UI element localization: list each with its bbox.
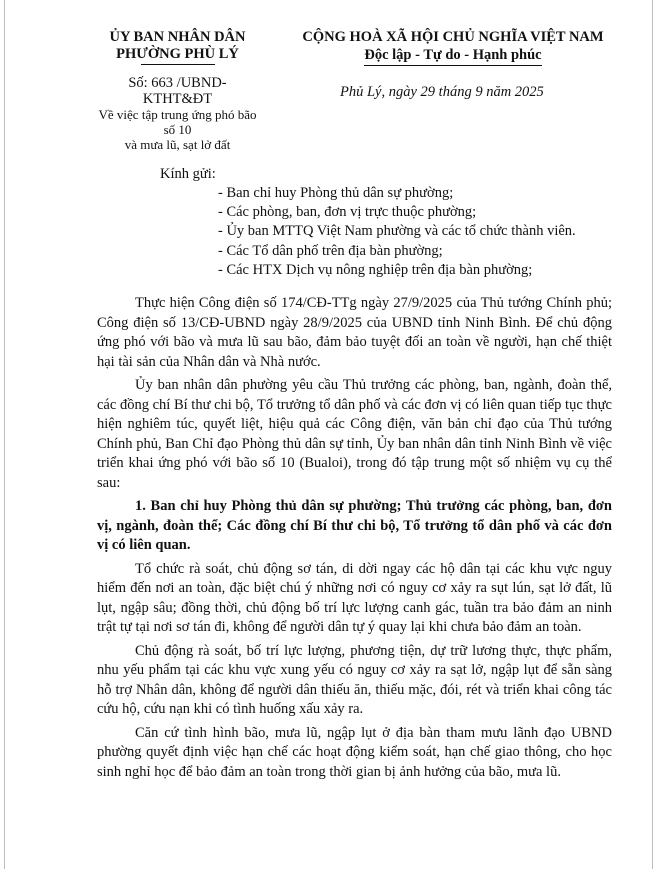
recipient-item: - Ban chỉ huy Phòng thủ dân sự phường; — [218, 185, 454, 201]
national-motto: Độc lập - Tự do - Hạnh phúc — [364, 47, 541, 66]
section-paragraph: Chủ động rà soát, bố trí lực lượng, phương tiện, dự trữ lương thực, thực phẩm, nhu yếu phẩm tại các khu vực xung yếu có nguy cơ xảy ra sạt lở, ngập lụt để sẵn sàng hỗ trợ Nhân dân, không để người dân thiếu ăn, thiếu mặc, đói, rét và triển khai công tác cứu hộ, cứu nạn khi có tình huống xấu xảy ra. — [97, 642, 612, 717]
issuer-underline — [141, 64, 215, 65]
document-date: Phủ Lý, ngày 29 tháng 9 năm 2025 — [340, 84, 544, 100]
subject-line2: và mưa lũ, sạt lở đất — [124, 137, 231, 152]
body-paragraph: Thực hiện Công điện số 174/CĐ-TTg ngày 27/9/2025 của Thủ tướng Chính phủ; Công điện số 13/CĐ-UBND ngày 28/9/2025 của UBND tỉnh Ninh Bình. Để chủ động ứng phó với bão và mưa lũ sau bão, đảm bảo tuyệt đối an toàn về người, hạn chế thiệt hại tài sản của Nhân dân và Nhà nước. — [97, 295, 612, 370]
section-paragraph: Tổ chức rà soát, chủ động sơ tán, di dời ngay các hộ dân tại các khu vực nguy hiểm đến nơi an toàn, đặc biệt chú ý những nơi có nguy cơ xảy ra sụt lún, sạt lở đất, lũ lụt, ngập sâu; đồng thời, chủ động bố trí lực lượng canh gác, tuần tra bảo đảm an ninh trật tự tại nơi sơ tán đi, không để người dân tự ý quay lại khi chưa bảo đảm an toàn. — [97, 560, 612, 635]
recipient-item: - Ủy ban MTTQ Việt Nam phường và các tổ chức thành viên. — [218, 223, 576, 240]
national-header — [300, 29, 606, 66]
issuer-org-line2: PHƯỜNG PHÙ LÝ — [116, 46, 239, 62]
section-heading: 1. Ban chỉ huy Phòng thủ dân sự phường; Thủ trưởng các phòng, ban, đơn vị, ngành, đoàn thể; Các đồng chí Bí thư chi bộ, Tổ trưởng tổ dân phố và các đơn vị có liên quan. — [97, 498, 612, 553]
issuer-header — [95, 29, 260, 152]
subject-line1: Về việc tập trung ứng phó bão số 10 — [98, 107, 257, 137]
recipient-item: - Các phòng, ban, đơn vị trực thuộc phường; — [218, 204, 477, 221]
document-body — [97, 294, 612, 786]
document-number: Số: 663 /UBND-KTHT&ĐT — [128, 75, 227, 107]
national-title: CỘNG HOÀ XÃ HỘI CHỦ NGHĨA VIỆT NAM — [302, 29, 604, 45]
recipient-list — [218, 184, 576, 280]
section-paragraph: Căn cứ tình hình bão, mưa lũ, ngập lụt ở địa bàn tham mưu lãnh đạo UBND phường quyết định việc hạn chế các hoạt động kiểm soát, hạn chế giao thông, cho học sinh nghỉ học để bảo đảm an toàn trong thời gian bị ảnh hưởng của bão, mưa lũ. — [97, 724, 612, 780]
recipient-item: - Các Tổ dân phố trên địa bàn phường; — [218, 242, 443, 259]
issuer-org-line1: ỦY BAN NHÂN DÂN — [109, 29, 246, 45]
recipient-item: - Các HTX Dịch vụ nông nghiệp trên địa bàn phường; — [218, 261, 533, 278]
body-paragraph: Ủy ban nhân dân phường yêu cầu Thủ trưởng các phòng, ban, ngành, đoàn thể, các đồng chí Bí thư chi bộ, Tổ trưởng tổ dân phố và các đơn vị có liên quan tiếp tục thực hiện nghiêm túc, quyết liệt, hiệu quả các Công điện, văn bản chỉ đạo của Thủ tướng Chính phủ, Ban Chỉ đạo Phòng thủ dân sự tỉnh, Ủy ban nhân dân tỉnh Ninh Bình về việc triển khai ứng phó với bão số 10 (Bualoi), trong đó tập trung một số nhiệm vụ cụ thể sau: — [97, 377, 612, 491]
salutation: Kính gửi: — [160, 166, 216, 182]
